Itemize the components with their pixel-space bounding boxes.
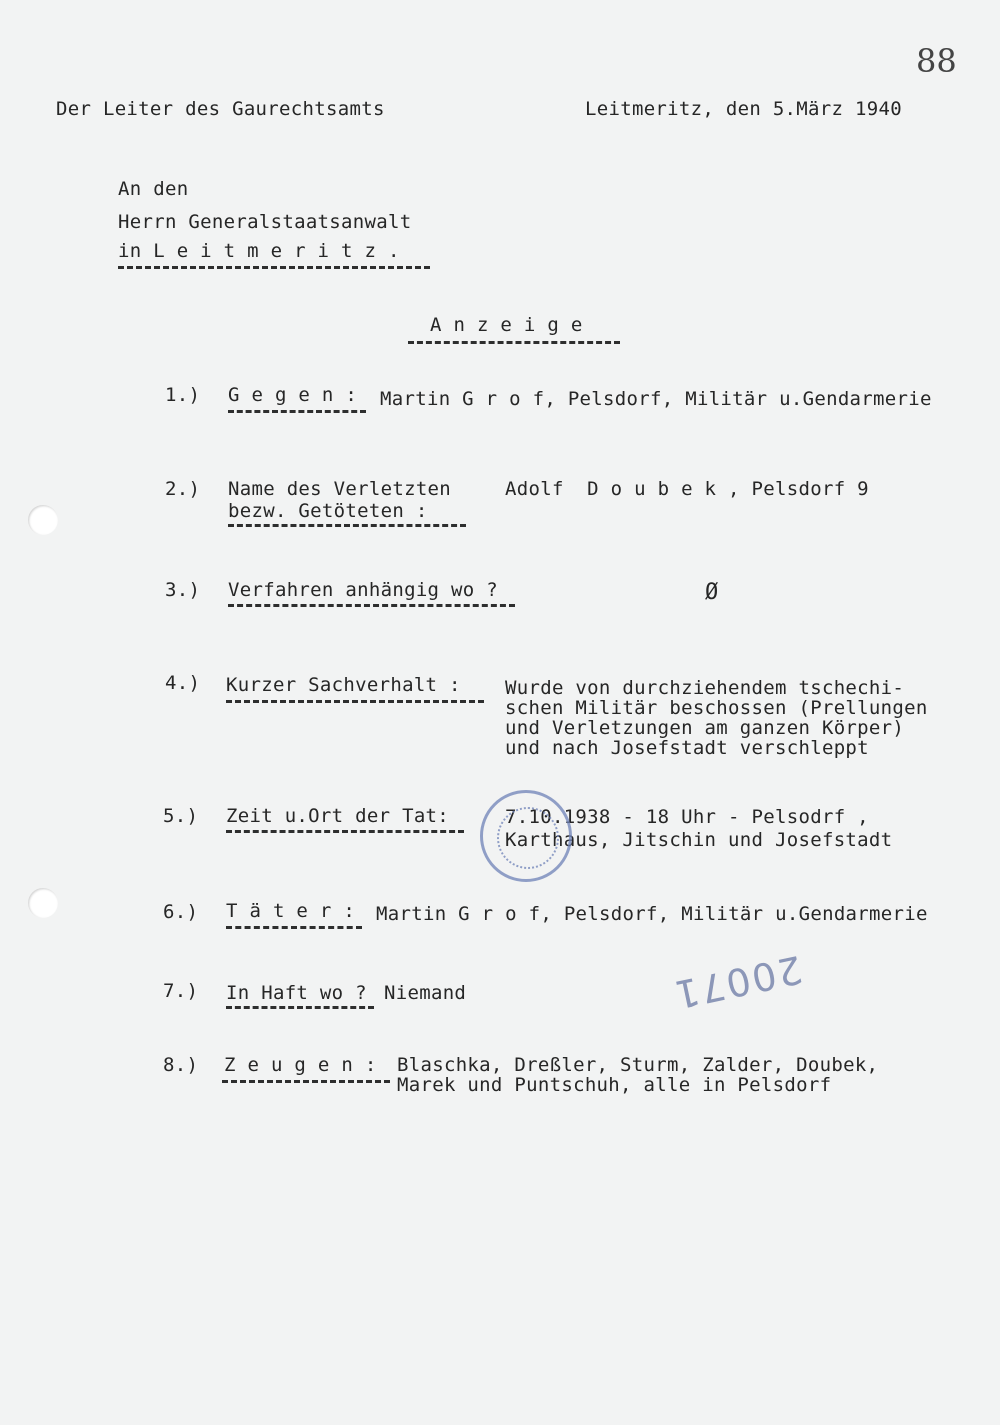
sender: Der Leiter des Gaurechtsamts <box>56 98 385 120</box>
document-title: A n z e i g e <box>430 314 583 336</box>
title-underline <box>408 341 620 344</box>
item-label: Name des Verletzten <box>228 478 452 500</box>
punch-hole <box>28 505 58 535</box>
item-underline <box>228 604 515 607</box>
item-label: T ä t e r : <box>226 900 356 922</box>
item-label: In Haft wo ? <box>226 982 367 1004</box>
item-label: Kurzer Sachverhalt : <box>226 674 461 696</box>
punch-hole <box>28 888 58 918</box>
item-value-line: Karthaus, Jitschin und Josefstadt <box>505 829 893 851</box>
item-underline <box>226 830 464 833</box>
item-number: 1.) <box>165 384 201 406</box>
official-stamp <box>480 790 572 882</box>
item-label: Verfahren anhängig wo ? <box>228 579 498 601</box>
item-label: G e g e n : <box>228 384 358 406</box>
place-date: Leitmeritz, den 5.März 1940 <box>585 98 902 120</box>
recipient-line2: Herrn Generalstaatsanwalt <box>118 211 412 233</box>
item-label: bezw. Getöteten : <box>228 500 428 522</box>
recipient-underline <box>118 266 430 269</box>
item-value-line: Marek und Puntschuh, alle in Pelsdorf <box>397 1074 832 1096</box>
item-underline <box>222 1080 390 1083</box>
item-value: Ø <box>705 580 719 605</box>
pencil-note: 20071 <box>668 946 807 1018</box>
item-value-line: schen Militär beschossen (Prellungen <box>505 697 928 719</box>
item-number: 5.) <box>163 805 199 827</box>
item-value: Martin G r o f, Pelsdorf, Militär u.Gendarmerie <box>376 903 928 925</box>
item-number: 4.) <box>165 672 201 694</box>
item-value: Niemand <box>384 982 467 1004</box>
page-number: 88 <box>916 42 957 80</box>
item-value-line: und nach Josefstadt verschleppt <box>505 737 869 759</box>
item-underline <box>228 410 366 413</box>
item-value-line: und Verletzungen am ganzen Körper) <box>505 717 905 739</box>
item-number: 3.) <box>165 579 201 601</box>
item-value-line: Wurde von durchziehendem tschechi- <box>505 677 905 699</box>
item-label: Zeit u.Ort der Tat: <box>226 805 450 827</box>
item-underline <box>226 1006 374 1009</box>
item-number: 7.) <box>163 980 199 1002</box>
item-label: Z e u g e n : <box>224 1054 377 1076</box>
item-value-line: Blaschka, Dreßler, Sturm, Zalder, Doubek, <box>397 1054 879 1076</box>
item-number: 2.) <box>165 478 201 500</box>
recipient-line3: in L e i t m e r i t z . <box>118 240 400 262</box>
item-value: Martin G r o f, Pelsdorf, Militär u.Gendarmerie <box>380 388 932 410</box>
item-underline <box>228 524 466 527</box>
item-value-line: 7.10.1938 - 18 Uhr - Pelsodrf , <box>505 806 869 828</box>
recipient-line1: An den <box>118 178 189 200</box>
item-underline <box>226 700 484 703</box>
item-number: 6.) <box>163 901 199 923</box>
item-number: 8.) <box>163 1054 199 1076</box>
item-value: Adolf D o u b e k , Pelsdorf 9 <box>505 478 869 500</box>
item-underline <box>226 926 362 929</box>
